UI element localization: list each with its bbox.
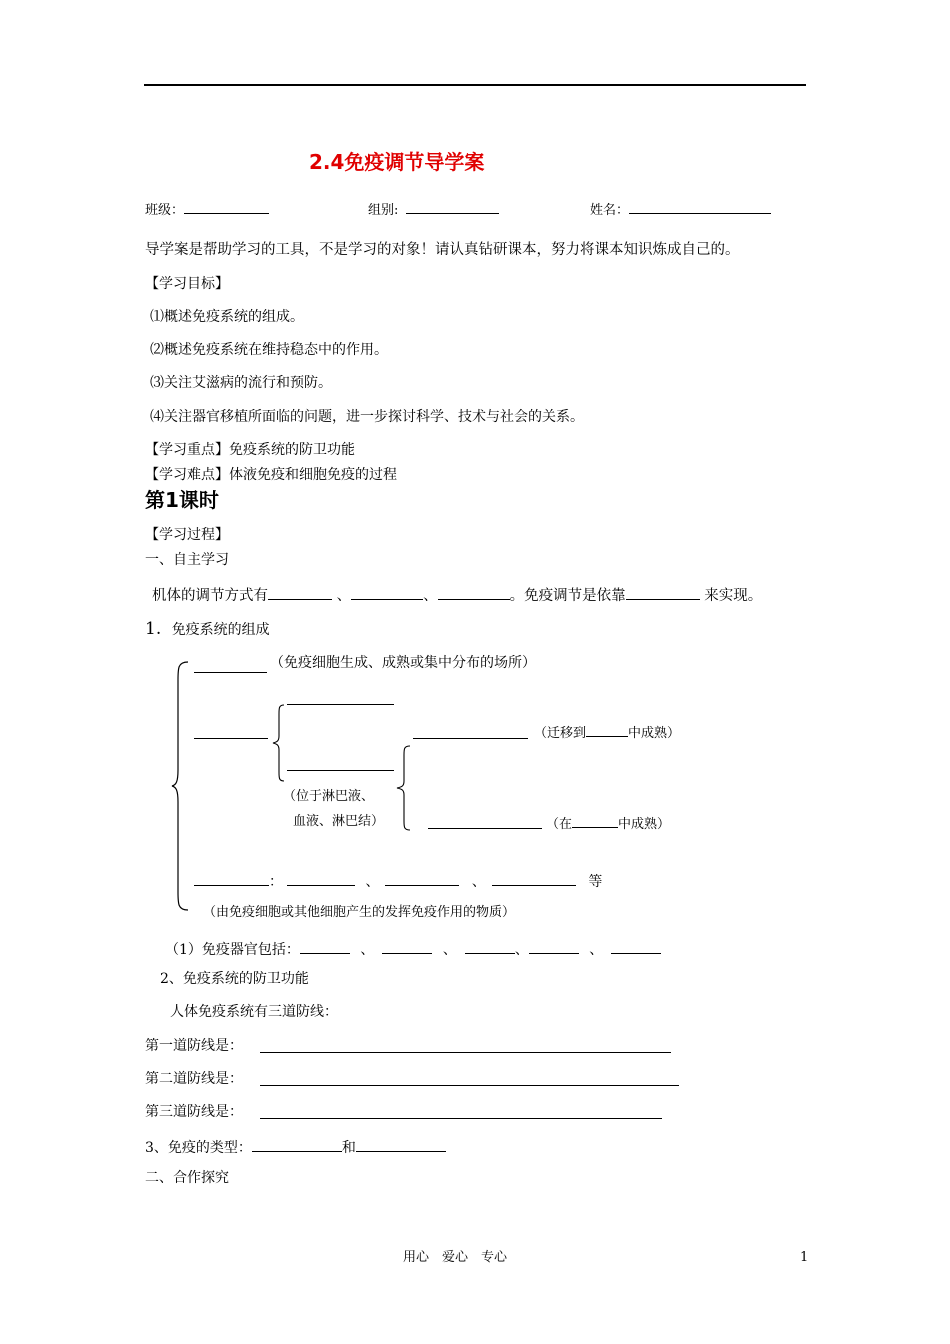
defense-intro: 人体免疫系统有三道防线： [170, 1004, 338, 1020]
third-defense-label: 第三道防线是： [145, 1104, 243, 1120]
b-suffix: 中成熟） [618, 817, 671, 832]
difficulty [145, 467, 397, 484]
separator: 、 [423, 588, 438, 604]
etc-text: 等 [588, 874, 603, 890]
b-cell-note [546, 813, 670, 833]
regulation-text-3: 来实现。 [704, 588, 763, 604]
separator: 、 [514, 942, 529, 958]
substance-blank-2[interactable] [385, 871, 459, 886]
organ-note: （免疫细胞生成、成熟或集中分布的场所） [270, 655, 536, 671]
composition-number: 1. [145, 619, 162, 639]
immune-organs-label: （1）免疫器官包括： [165, 942, 300, 958]
key-point-text: 免疫系统的防卫功能 [229, 442, 355, 458]
process-heading: 【学习过程】 [145, 527, 229, 543]
first-defense-label: 第一道防线是： [145, 1038, 243, 1054]
cell-blank[interactable] [194, 738, 268, 739]
cell-brace [272, 704, 286, 782]
substance-blank-1[interactable] [287, 871, 355, 886]
organ-blank-4[interactable] [529, 939, 579, 954]
and-text: 和 [341, 1140, 356, 1156]
type-blank-1[interactable] [252, 1137, 342, 1152]
immune-organs-question [165, 939, 661, 959]
page-number: 1 [800, 1250, 809, 1265]
regulation-blank-4[interactable] [626, 585, 700, 600]
regulation-blank-1[interactable] [268, 585, 332, 600]
t-cell-note [534, 722, 680, 742]
b-prefix: （在 [546, 817, 573, 832]
class-label: 班级： [145, 203, 185, 218]
organ-blank-2[interactable] [382, 939, 432, 954]
colon: ： [269, 874, 283, 890]
separator: 、 [471, 874, 486, 890]
name-label: 姓名： [590, 203, 630, 218]
lymphocyte-brace [396, 745, 412, 831]
lesson-title: 第1课时 [145, 488, 219, 512]
document-title: 2.4免疫调节导学案 [309, 150, 485, 174]
name-field [590, 199, 771, 219]
t-cell-organ-blank[interactable] [586, 722, 628, 737]
phagocyte-blank[interactable] [287, 704, 394, 705]
difficulty-label: 【学习难点】 [145, 467, 229, 483]
objective-item: ⑵概述免疫系统在维持稳态中的作用。 [150, 342, 388, 358]
header-rule [144, 84, 806, 86]
t-suffix: 中成熟） [628, 726, 681, 741]
regulation-text-1: 机体的调节方式有 [152, 588, 268, 604]
lymph-note-line1: （位于淋巴液、 [283, 789, 375, 804]
regulation-line [152, 585, 762, 605]
difficulty-text: 体液免疫和细胞免疫的过程 [229, 467, 397, 483]
group-field [368, 199, 499, 219]
first-defense-blank[interactable] [260, 1052, 671, 1053]
type-blank-2[interactable] [356, 1137, 446, 1152]
regulation-blank-3[interactable] [438, 585, 510, 600]
third-defense-blank[interactable] [260, 1118, 662, 1119]
organ-blank-5[interactable] [611, 939, 661, 954]
immunity-types [145, 1137, 446, 1157]
name-blank[interactable] [629, 199, 771, 214]
regulation-blank-2[interactable] [351, 585, 423, 600]
regulation-text-2: 。免疫调节是依靠 [509, 588, 626, 604]
substance-line [194, 871, 602, 891]
separator: 、 [442, 942, 457, 958]
objective-item: ⑴概述免疫系统的组成。 [150, 309, 304, 325]
key-point-label: 【学习重点】 [145, 442, 229, 458]
intro-text: 导学案是帮助学习的工具，不是学习的对象！请认真钻研课本，努力将课本知识炼成自己的。 [145, 242, 740, 258]
class-blank[interactable] [184, 199, 269, 214]
section2-title: 二、合作探究 [145, 1170, 229, 1186]
lymph-note-line2: 血液、淋巴结） [293, 814, 385, 829]
lymphocyte-blank[interactable] [287, 770, 394, 771]
group-blank[interactable] [406, 199, 499, 214]
group-label: 组别: [368, 203, 399, 218]
main-brace [170, 660, 192, 912]
organ-blank[interactable] [194, 672, 267, 673]
substance-blank[interactable] [194, 871, 269, 886]
composition-heading-text: 免疫系统的组成 [171, 622, 270, 638]
organ-blank-3[interactable] [465, 939, 515, 954]
b-cell-organ-blank[interactable] [572, 813, 618, 828]
organ-blank-1[interactable] [300, 939, 350, 954]
separator: 、 [360, 942, 375, 958]
t-cell-blank[interactable] [413, 738, 528, 739]
defense-heading: 2、免疫系统的防卫功能 [160, 971, 309, 987]
section1-title: 一、自主学习 [145, 552, 229, 568]
separator: 、 [365, 874, 380, 890]
second-defense-label: 第二道防线是： [145, 1071, 243, 1087]
types-label: 3、免疫的类型： [145, 1140, 252, 1156]
substance-note: （由免疫细胞或其他细胞产生的发挥免疫作用的物质） [203, 905, 516, 920]
separator: 、 [336, 588, 352, 604]
key-point [145, 442, 355, 459]
separator: 、 [589, 942, 604, 958]
t-prefix: （迁移到 [534, 726, 587, 741]
objective-item: ⑶关注艾滋病的流行和预防。 [150, 375, 332, 391]
footer-motto: 用心 爱心 专心 [403, 1250, 508, 1265]
b-cell-blank[interactable] [428, 828, 542, 829]
class-field [145, 199, 269, 219]
objectives-heading: 【学习目标】 [145, 276, 229, 292]
second-defense-blank[interactable] [260, 1085, 679, 1086]
composition-heading [145, 619, 270, 639]
objective-item: ⑷关注器官移植所面临的问题，进一步探讨科学、技术与社会的关系。 [150, 409, 584, 425]
substance-blank-3[interactable] [492, 871, 576, 886]
